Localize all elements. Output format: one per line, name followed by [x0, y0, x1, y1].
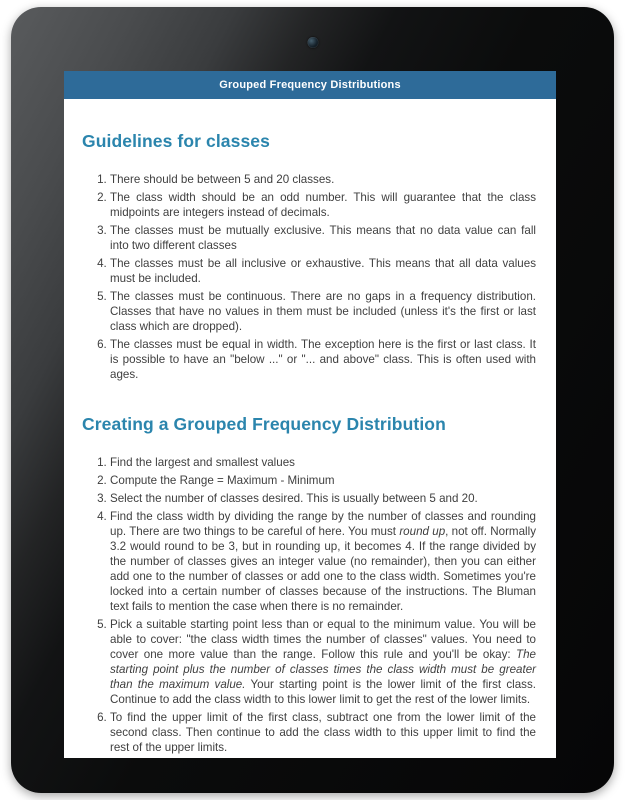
list-item: 2. Compute the Range = Maximum - Minimum: [110, 473, 536, 488]
tablet-frame: [11, 7, 614, 793]
guidelines-list: [82, 172, 536, 382]
section-heading: Creating a Grouped Frequency Distribution: [82, 414, 446, 434]
steps-list: [82, 455, 536, 755]
list-item: 6. To find the upper limit of the first class, subtract one from the lower limit of the second class. Then continue to add the class width to this upper limit to find the rest of the upper limits.: [110, 710, 536, 755]
list-item: 5. Pick a suitable starting point less than or equal to the minimum value. You will be able to cover: "the class width times the number of classes" values. You need to cover one more value than the range. Follow this rule and you'll be okay: The starting point plus the number of classes times the class width must be greater than the maximum value. Your starting point is the lower limit of the first class. Continue to add the class width to this lower limit to get the rest of the lower limits.: [110, 617, 536, 707]
list-item: 3. Select the number of classes desired. This is usually between 5 and 20.: [110, 491, 536, 506]
list-item: 3. The classes must be mutually exclusive. This means that no data value can fall into two different classes: [110, 223, 536, 253]
section-creating: [82, 414, 536, 755]
list-item: 5. The classes must be continuous. There are no gaps in a frequency distribution. Classes that have no values in them must be included (unless it's the first or last class which are dropped).: [110, 289, 536, 334]
list-item: 4. The classes must be all inclusive or exhaustive. This means that all data values must be included.: [110, 256, 536, 286]
screen: [64, 71, 556, 758]
list-item: 1. Find the largest and smallest values: [110, 455, 536, 470]
section-guidelines: [82, 131, 536, 382]
list-item: 2. The class width should be an odd number. This will guarantee that the class midpoints are integers instead of decimals.: [110, 190, 536, 220]
page-title: Grouped Frequency Distributions: [219, 79, 401, 91]
section-heading: Guidelines for classes: [82, 131, 270, 151]
header-bar: [64, 71, 556, 99]
camera-icon: [307, 37, 318, 48]
list-item: 6. The classes must be equal in width. The exception here is the first or last class. It is possible to have an "below ..." or "... and above" class. This is often used with ages.: [110, 337, 536, 382]
page-content[interactable]: [64, 99, 556, 758]
list-item: 1. There should be between 5 and 20 classes.: [110, 172, 536, 187]
list-item: 4. Find the class width by dividing the range by the number of classes and rounding up. There are two things to be careful of here. You must round up, not off. Normally 3.2 would round to be 3, but in rounding up, it becomes 4. If the range divided by the number of classes gives an integer value (no remainder), then you can either add one to the number of classes or add one to the class width. Sometimes you're locked into a certain number of classes because of the instructions. The Bluman text fails to mention the case when there is no remainder.: [110, 509, 536, 614]
